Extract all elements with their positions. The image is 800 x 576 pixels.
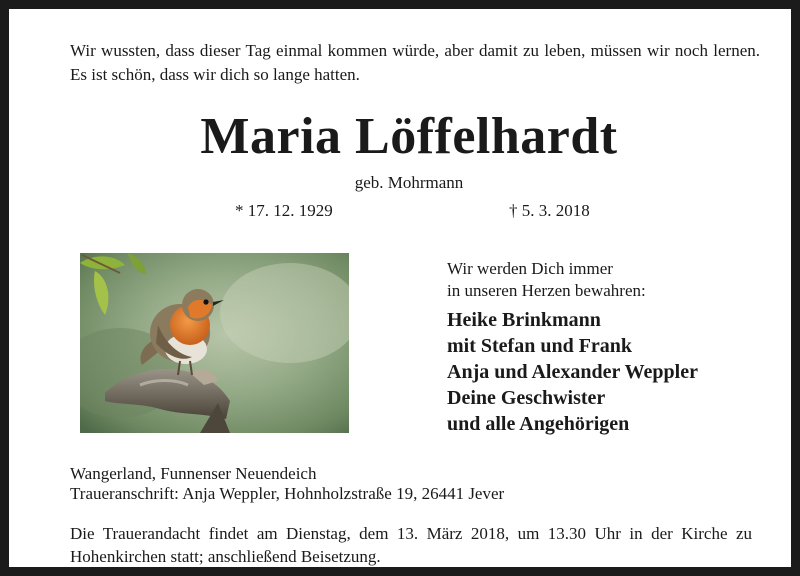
promise-text — [447, 258, 646, 302]
mourner-line: und alle Angehörigen — [447, 413, 630, 435]
mourner-line: Anja und Alexander Weppler — [447, 361, 698, 383]
place-of-residence: Wangerland, Funnenser Neuendeich — [70, 464, 317, 483]
mourners-list — [447, 307, 698, 437]
mourner-line: Deine Geschwister — [447, 387, 606, 409]
promise-line-2: in unseren Herzen bewahren: — [447, 281, 646, 300]
mourner-line: mit Stefan und Frank — [447, 335, 633, 357]
deceased-name: Maria Löffelhardt — [200, 108, 618, 165]
birth-date: * 17. 12. 1929 — [235, 201, 333, 220]
opening-quote: Wir wussten, dass dieser Tag einmal kommen würde, aber damit zu leben, müssen wir noch lernen. Es ist schön, dass wir dich so lange hatten. — [70, 41, 760, 84]
death-date: † 5. 3. 2018 — [509, 201, 590, 220]
mourning-address: Traueranschrift: Anja Weppler, Hohnholzstraße 19, 26441 Jever — [70, 484, 505, 503]
maiden-name: geb. Mohrmann — [354, 173, 464, 192]
mourner-line: Heike Brinkmann — [447, 309, 601, 331]
promise-line-1: Wir werden Dich immer — [447, 259, 613, 278]
robin-photo — [80, 253, 349, 433]
service-info: Die Trauerandacht findet am Dienstag, dem 13. März 2018, um 13.30 Uhr in der Kirche zu Hohenkirchen statt; anschließend Beisetzung. — [70, 524, 752, 566]
photo-credit: ©Fotolia.de-kat31 — [63, 333, 73, 405]
robin-image — [80, 253, 349, 433]
